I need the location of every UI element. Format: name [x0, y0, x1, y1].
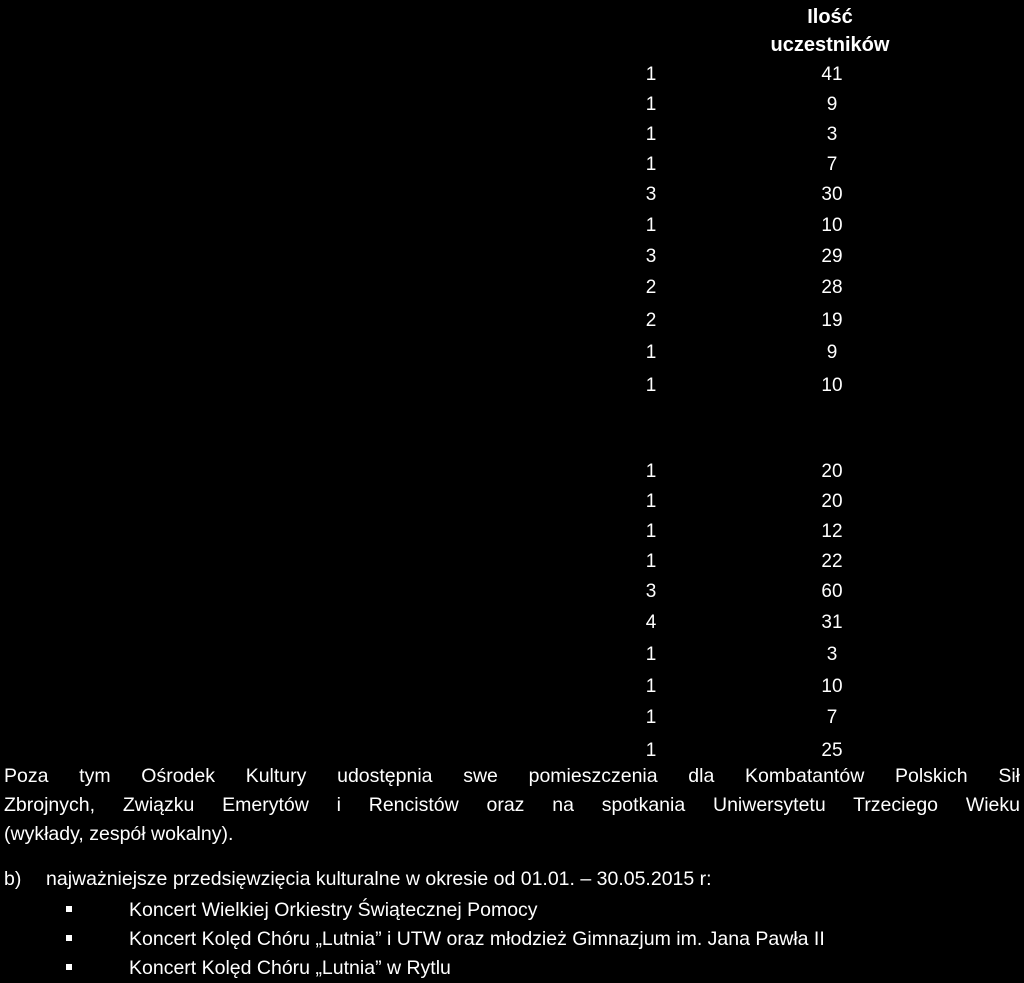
table-row — [640, 180, 880, 209]
list-item-text: Koncert Kolęd Chóru „Lutnia” w Rytlu — [129, 957, 451, 979]
table-row — [640, 640, 880, 669]
table-row — [640, 487, 880, 516]
paragraph-line: Zbrojnych, Związku Emerytów i Rencistów oraz na spotkania Uniwersytetu Trzeciego Wieku — [4, 794, 1020, 816]
count-cell: 1 — [645, 342, 657, 363]
column-header-line2: uczestników — [770, 34, 890, 56]
bullet-icon — [66, 935, 72, 941]
count-cell: 1 — [645, 154, 657, 175]
participants-cell: 10 — [821, 375, 843, 396]
table-row — [640, 672, 880, 701]
count-cell: 1 — [645, 491, 657, 512]
bullet-icon — [66, 964, 72, 970]
count-cell: 1 — [645, 461, 657, 482]
table-row — [640, 457, 880, 486]
participants-cell: 28 — [821, 277, 843, 298]
participants-cell: 10 — [821, 215, 843, 236]
paragraph-line: Poza tym Ośrodek Kultury udostępnia swe pomieszczenia dla Kombatantów Polskich Sił — [4, 765, 1020, 787]
table-row — [640, 90, 880, 119]
count-cell: 1 — [645, 740, 657, 761]
participants-cell: 60 — [821, 581, 843, 602]
table-row — [640, 338, 880, 367]
list-item — [66, 954, 825, 983]
list-item-text: Koncert Kolęd Chóru „Lutnia” i UTW oraz młodzież Gimnazjum im. Jana Pawła II — [129, 928, 825, 950]
count-cell: 1 — [645, 707, 657, 728]
participants-cell: 3 — [826, 644, 838, 665]
participants-cell: 30 — [821, 184, 843, 205]
table-row — [640, 577, 880, 606]
participants-cell: 10 — [821, 676, 843, 697]
count-cell: 3 — [645, 581, 657, 602]
participants-cell: 29 — [821, 246, 843, 267]
table-row — [640, 211, 880, 240]
count-cell: 1 — [645, 94, 657, 115]
participants-cell: 9 — [826, 342, 838, 363]
list-item — [66, 896, 825, 925]
column-header-line1: Ilość — [807, 6, 853, 28]
participants-cell: 7 — [826, 707, 838, 728]
participants-cell: 20 — [821, 461, 843, 482]
participants-cell: 19 — [821, 310, 843, 331]
count-cell: 3 — [645, 246, 657, 267]
table-row — [640, 60, 880, 89]
table-row — [640, 120, 880, 149]
table-row — [640, 736, 880, 765]
participants-cell: 12 — [821, 521, 843, 542]
bullet-icon — [66, 906, 72, 912]
count-cell: 3 — [645, 184, 657, 205]
paragraph-line: (wykłady, zespół wokalny). — [4, 823, 234, 845]
table-row — [640, 150, 880, 179]
table-row — [640, 371, 880, 400]
count-cell: 1 — [645, 676, 657, 697]
participants-cell: 31 — [821, 612, 843, 633]
body-paragraph — [4, 762, 1020, 849]
table-row — [640, 703, 880, 732]
table-row — [640, 273, 880, 302]
count-cell: 2 — [645, 310, 657, 331]
count-cell: 2 — [645, 277, 657, 298]
count-cell: 1 — [645, 644, 657, 665]
events-list — [66, 896, 825, 983]
section-b-heading — [4, 865, 712, 894]
count-cell: 1 — [645, 375, 657, 396]
table-row — [640, 517, 880, 546]
table-row — [640, 242, 880, 271]
count-cell: 1 — [645, 521, 657, 542]
list-item-text: Koncert Wielkiej Orkiestry Świątecznej Pomocy — [129, 899, 538, 921]
table-row — [640, 306, 880, 335]
count-cell: 1 — [645, 124, 657, 145]
participants-cell: 41 — [821, 64, 843, 85]
participants-cell: 25 — [821, 740, 843, 761]
section-text: najważniejsze przedsięwzięcia kulturalne w okresie od 01.01. – 30.05.2015 r: — [46, 868, 712, 890]
participants-cell: 9 — [826, 94, 838, 115]
count-cell: 1 — [645, 215, 657, 236]
participants-cell: 3 — [826, 124, 838, 145]
count-cell: 1 — [645, 64, 657, 85]
count-cell: 1 — [645, 551, 657, 572]
participants-cell: 7 — [826, 154, 838, 175]
section-label: b) — [4, 868, 22, 890]
count-cell: 4 — [645, 612, 657, 633]
table-row — [640, 547, 880, 576]
participants-cell: 20 — [821, 491, 843, 512]
participants-cell: 22 — [821, 551, 843, 572]
list-item — [66, 925, 825, 954]
table-row — [640, 608, 880, 637]
